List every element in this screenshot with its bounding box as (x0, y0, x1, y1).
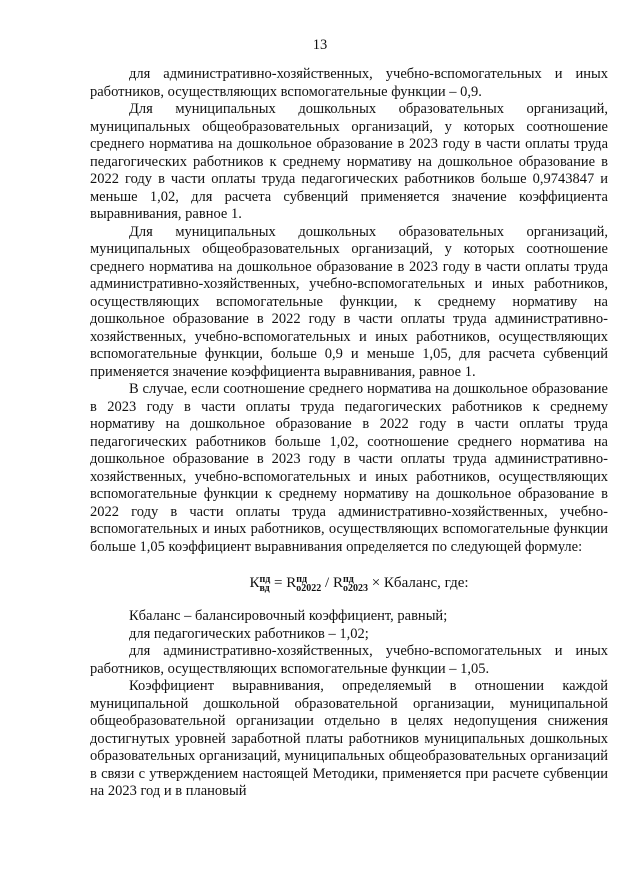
formula-equals: = (274, 575, 283, 591)
formula-r2: R (332, 575, 343, 591)
formula-r2-sup: пд (342, 573, 354, 585)
paragraph: В случае, если соотношение среднего норматива на дошкольное образование в 2023 году в части оплаты труда педагогических работников к среднему нормативу на дошкольное образование в 2022 году в части оплаты труда педагогических работников больше 1,02, соотношение среднего норматива на дошкольное образование в 2023 году в части оплаты труда административно-хозяйственных, учебно-вспомогательных и иных работников, осуществляющих вспомогательные функции к среднему нормативу на дошкольное образование в 2022 году в части оплаты труда административно-хозяйственных, учебно-вспомогательных и иных работников, осуществляющих вспомогательные функции больше 1,05 коэффициент выравнивания определяется по следующей формуле: (90, 381, 608, 555)
paragraph: для административно-хозяйственных, учебно-вспомогательных и иных работников, осуществляющих вспомогательные функции – 0,9. (90, 66, 608, 100)
formula-k-sub: вд (259, 582, 270, 594)
formula-r2-indices (343, 575, 368, 593)
formula-k-sup: пд (259, 573, 271, 585)
page-number: 13 (312, 37, 328, 53)
document-body (90, 66, 608, 801)
paragraph: Для муниципальных дошкольных образовательных организаций, муниципальных общеобразовательных организаций, у которых соотношение среднего норматива на дошкольное образование в 2023 году в части оплаты труда административно-хозяйственных, учебно-вспомогательных и иных работников, осуществляющих вспомогательные функции, к среднему нормативу на дошкольное образование в 2022 году в части оплаты труда административно-хозяйственных, учебно-вспомогательных и иных работников, осуществляющих вспомогательные функции, больше 0,9 и меньше 1,05, для расчета субвенций применяется значение коэффициента выравнивания, равное 1. (90, 223, 608, 380)
formula-r1: R (286, 575, 297, 591)
formula-k: К (249, 575, 260, 591)
formula-k-indices (259, 575, 270, 593)
formula-divide: / (325, 575, 330, 591)
paragraph: для педагогических работников – 1,02; (129, 625, 369, 642)
formula (90, 572, 608, 594)
paragraph: Коэффициент выравнивания, определяемый в отношении каждой муниципальной дошкольной образовательной организации, муниципальной общеобразовательной организации отдельно в целях недопущения снижения достигнутых уровней заработной платы работников муниципальных дошкольных образовательных организаций, муниципальных общеобразовательных организаций в связи с утверждением настоящей Методики, применяется при расчете субвенции на 2023 год и в плановый (90, 678, 608, 799)
paragraph: Кбаланс – балансировочный коэффициент, равный; (129, 608, 448, 624)
formula-r1-indices (296, 575, 321, 593)
formula-r1-sub: о2022 (296, 582, 322, 594)
formula-tail: × Кбаланс, где: (371, 575, 469, 591)
paragraph: для административно-хозяйственных, учебно-вспомогательных и иных работников, осуществляющих вспомогательные функции – 1,05. (90, 643, 608, 677)
formula-r2-sub: о2023 (342, 582, 368, 594)
formula-r1-sup: пд (296, 573, 308, 585)
paragraph: Для муниципальных дошкольных образовательных организаций, муниципальных общеобразовательных организаций, у которых соотношение среднего норматива на дошкольное образование в 2023 году в части оплаты труда педагогических работников к среднему нормативу на дошкольное образование в 2022 году в части оплаты труда педагогических работников больше 0,9743847 и меньше 1,02, для расчета субвенций применяется значение коэффициента выравнивания, равное 1. (90, 101, 608, 222)
